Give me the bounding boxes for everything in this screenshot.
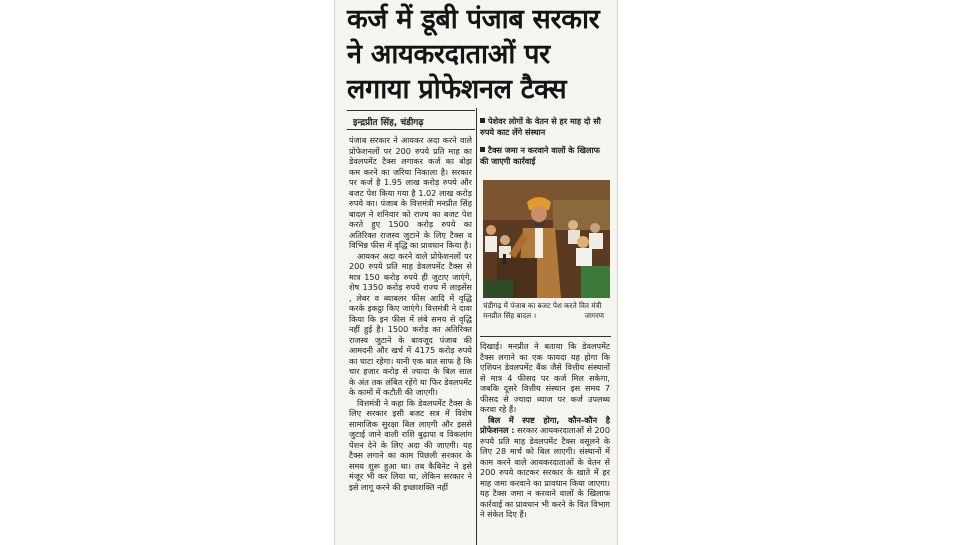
right-subhead: बिल में स्पष्ट होगा, कौन-कौन है प्रोफेशनल :	[480, 414, 610, 435]
photo-credit: जागरण	[584, 311, 604, 320]
photo-caption	[483, 301, 610, 321]
column-divider	[476, 108, 477, 545]
caption-text: चंडीगढ़ में पंजाब का बजट पेश करते वित मंत्री मनप्रीत सिंह बादल ।	[483, 301, 602, 320]
left-paragraph-1: पंजाब सरकार ने आयकर अदा करने वाले प्रोफेशनलों पर 200 रुपये प्रति माह का डेवलपमेंट टैक्स लगाकर कर्ज का बोझ कम करने का जरिया निकाला है। सरकार पर कर्ज है 1.95 लाख करोड़ रुपये और बजट पेश किया गया है 1.02 लाख करोड़ रुपये का। पंजाब के वित्तमंत्री मनप्रीत सिंह बादल ने शनिवार को राज्य का बजट पेश करते हुए 1500 करोड़ रुपये का अतिरिक्त राजस्व जुटाने के लिए टैक्स व विभिन्न फीस में वृद्धि का प्रावधान किया है।	[349, 135, 472, 250]
headline-line-3: लगाया प्रोफेशनल टैक्स	[347, 74, 567, 105]
left-paragraph-3: वित्तमंत्री ने कहा कि डेवलपमेंट टैक्स के लिए सरकार इसी बजट सत्र में विशेष सामाजिक सुरक्षा बिल लाएगी और इससे जुटाई जाने वाली राशि बुढ़ापा व विकलांग पेंशन देने के लिए अदा की जाएगी। यह टैक्स लगाने का काम पिछली सरकार के समय शुरू हुआ था। तब कैबिनेट ने इसे मंजूर भी कर लिया था, लेकिन सरकार ने इसे लागू करने की इच्छाशक्ति नहीं	[349, 397, 472, 492]
bullet-square-icon	[480, 118, 485, 123]
right-paragraph-2-text: सरकार आयकरदाताओं से 200 रुपये प्रति माह डेवलपमेंट टैक्स वसूलने के लिए 28 मार्च को बिल लाएगी। संस्थानों में काम करने वाले आयकरदाताओं के वेतन से 200 रुपये काटकर सरकार के खाते में हर माह जमा करवाने का प्रावधान किया जाएगा। यह टैक्स जमा न करवाने वालों के खिलाफ कार्रवाई का प्रावधान भी करने के वित विभाग ने संकेत दिए हैं।	[480, 425, 610, 519]
headline-line-1: कर्ज में डूबी पंजाब सरकार	[347, 4, 600, 35]
headline	[347, 2, 612, 107]
left-column-text	[349, 135, 472, 545]
caption-rule	[480, 336, 611, 337]
highlight-1-text: पेशेवर लोगों के वेतन से हर माह दो सौ रुपये काट लेंगे संस्थान	[480, 116, 601, 137]
right-paragraph-2	[480, 415, 610, 520]
headline-line-2: ने आयकरदाताओं पर	[347, 39, 550, 70]
budget-photo	[483, 180, 610, 298]
photo-illustration	[483, 180, 610, 298]
byline-rule-bottom	[347, 129, 475, 130]
byline: इन्द्रप्रीत सिंह, चंडीगढ़	[353, 118, 424, 128]
right-paragraph-1: दिखाई। मनप्रीत ने बताया कि डेवलपमेंट टैक्स लगाने का एक फायदा यह होगा कि एशियन डेवलपमेंट बैंक जैसे वित्तीय संस्थानों से मात्र 4 फीसद पर कर्ज मिल सकेगा, जबकि दूसरे वित्तीय संस्थान इस समय 7 फीसद से ज्यादा ब्याज पर कर्ज उपलब्ध करवा रहे हैं।	[480, 341, 610, 414]
left-paragraph-2: आयकर अदा करने वाले प्रोफेशनलों पर 200 रुपये प्रति माह डेवलपमेंट टैक्स से मात्र 150 करोड़ रुपये ही जुटाए जाएंगे, शेष 1350 करोड़ रुपये राज्य में लाइसेंस , लेबर व ब्याबलर फीस आदि में वृद्धि करके इकट्ठा किए जाएंगे। वित्तमंत्री ने दावा किया कि इन फीस में लंबे समय से वृद्धि नहीं हुई है। 1500 करोड़ का अतिरिक्त राजस्व जुटाने के बावजूद पंजाब की आमदनी और खर्च में 4175 करोड़ रुपये का घाटा रहेगा। यानी एक बात साफ है कि चार हजार करोड़ से ज्यादा के बिल साल के अंत तक लंबित रहेंगे या फिर डेवलपमेंट के कामों में कटौती की जाएगी।	[349, 250, 472, 397]
highlight-2-text: टैक्स जमा न करवाने वालों के खिलाफ की जाएगी कार्रवाई	[480, 145, 600, 166]
right-column-text	[480, 341, 610, 545]
newspaper-clipping	[334, 0, 618, 545]
highlight-1	[480, 116, 610, 137]
bullet-square-icon	[480, 147, 485, 152]
highlight-2	[480, 145, 610, 166]
byline-rule-top	[347, 110, 475, 111]
